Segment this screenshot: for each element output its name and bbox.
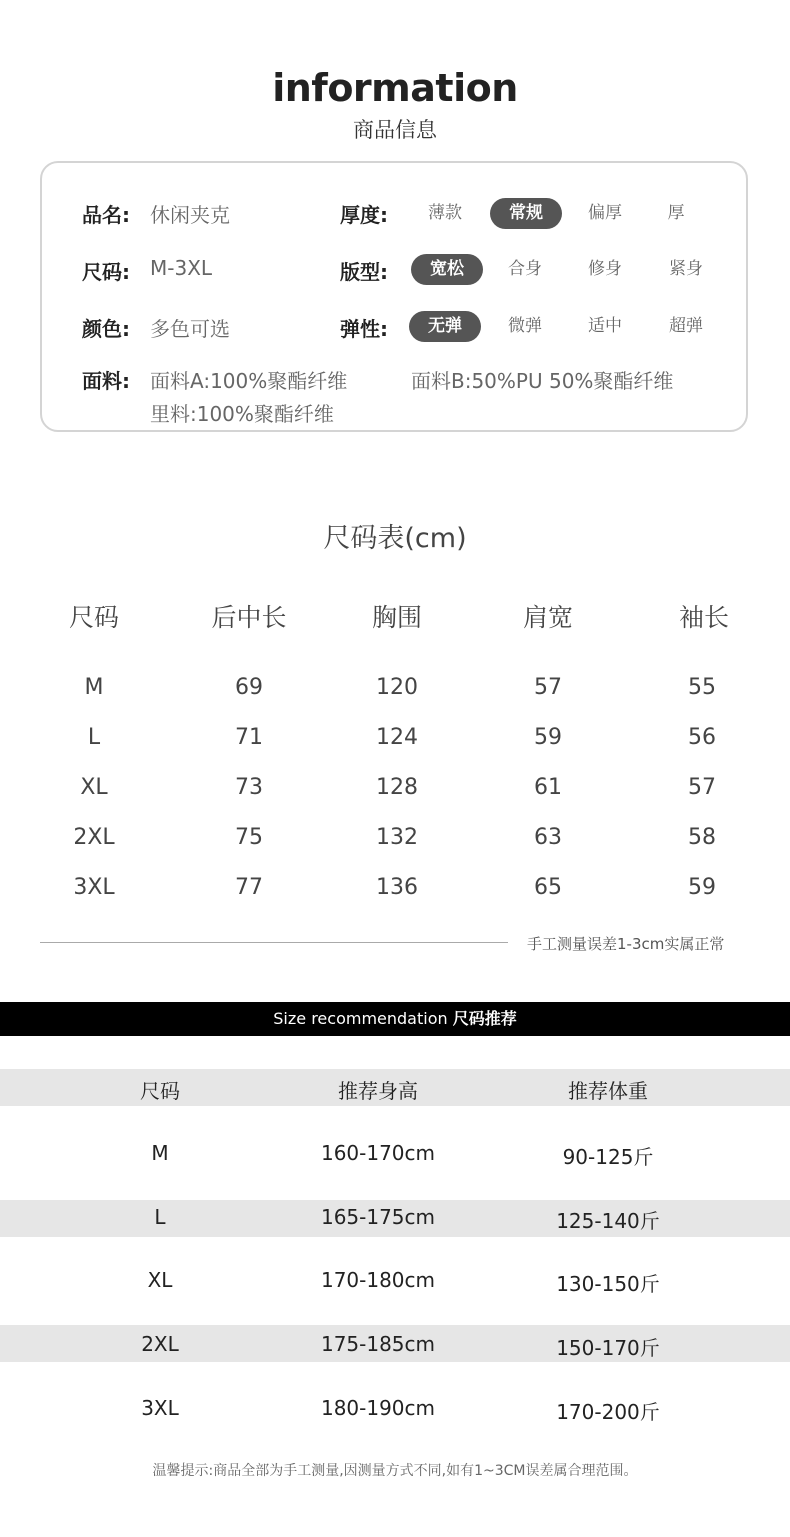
chart-header: 肩宽	[522, 603, 573, 632]
rec-cell: XL	[147, 1268, 173, 1292]
size-chart-title: 尺码表(cm)	[323, 523, 467, 554]
chart-cell: 59	[688, 875, 716, 900]
fit-option-selected: 宽松	[411, 254, 483, 285]
title-cn: 商品信息	[353, 118, 437, 142]
chart-cell: 56	[688, 725, 716, 750]
chart-cell: 63	[534, 825, 562, 850]
lining: 里料:100%聚酯纤维	[150, 402, 334, 426]
fit-option: 紧身	[669, 259, 703, 279]
elastic-label: 弹性:	[340, 317, 388, 341]
rec-cell: 165-175cm	[320, 1205, 436, 1229]
chart-header: 袖长	[678, 603, 729, 632]
elastic-option: 适中	[588, 316, 622, 336]
rec-header: 尺码	[140, 1079, 180, 1103]
fabric-a: 面料A:100%聚酯纤维	[150, 369, 348, 393]
fabric-b: 面料B:50%PU 50%聚酯纤维	[411, 369, 674, 393]
chart-cell: 71	[235, 725, 263, 750]
chart-header: 后中长	[211, 603, 287, 632]
name-label: 品名:	[82, 203, 130, 227]
chart-cell: 61	[534, 775, 562, 800]
footer-tip: 温馨提示:商品全部为手工测量,因测量方式不同,如有1~3CM误差属合理范围。	[152, 1463, 638, 1479]
rec-cell: 160-170cm	[320, 1141, 436, 1165]
rec-cell: 130-150斤	[556, 1272, 660, 1296]
rec-cell: 125-140斤	[556, 1209, 660, 1233]
rec-cell: 180-190cm	[320, 1396, 436, 1420]
chart-cell: 2XL	[73, 825, 115, 850]
measurement-note: 手工测量误差1-3cm实属正常	[527, 935, 725, 953]
rec-header: 推荐体重	[568, 1079, 648, 1103]
chart-cell: 3XL	[73, 875, 115, 900]
rec-header: 推荐身高	[338, 1079, 418, 1103]
recommendation-title-en: Size recommendation	[273, 1009, 448, 1028]
thickness-option: 薄款	[428, 203, 462, 223]
elastic-option: 超弹	[669, 316, 703, 336]
rec-cell: 175-185cm	[320, 1332, 436, 1356]
chart-cell: 136	[376, 875, 418, 900]
size-label: 尺码:	[82, 260, 130, 284]
divider	[40, 942, 508, 943]
fit-label: 版型:	[340, 260, 388, 284]
thickness-label: 厚度:	[340, 203, 388, 227]
fit-option: 合身	[508, 259, 542, 279]
chart-cell: 55	[688, 675, 716, 700]
rec-cell: 3XL	[141, 1396, 179, 1420]
thickness-option: 厚	[667, 203, 685, 223]
fabric-label: 面料:	[82, 369, 130, 393]
rec-cell: L	[154, 1205, 166, 1229]
color-label: 颜色:	[82, 317, 130, 341]
color-value: 多色可选	[150, 317, 230, 341]
chart-cell: 77	[235, 875, 263, 900]
chart-cell: XL	[80, 775, 108, 800]
rec-cell: 90-125斤	[562, 1145, 654, 1169]
rec-cell: M	[151, 1141, 169, 1165]
chart-cell: 58	[688, 825, 716, 850]
chart-cell: 120	[376, 675, 418, 700]
chart-cell: 128	[376, 775, 418, 800]
thickness-option: 偏厚	[588, 203, 622, 223]
elastic-option-selected: 无弹	[409, 311, 481, 342]
chart-header: 尺码	[68, 603, 119, 632]
recommendation-bar	[0, 1002, 790, 1036]
fit-option: 修身	[588, 259, 622, 279]
chart-cell: 75	[235, 825, 263, 850]
name-value: 休闲夹克	[150, 203, 230, 227]
rec-cell: 170-180cm	[320, 1268, 436, 1292]
chart-header: 胸围	[371, 603, 422, 632]
elastic-option: 微弹	[508, 316, 542, 336]
chart-cell: 59	[534, 725, 562, 750]
rec-cell: 2XL	[141, 1332, 179, 1356]
recommendation-title-cn: 尺码推荐	[452, 1009, 517, 1028]
chart-cell: 57	[688, 775, 716, 800]
rec-cell: 150-170斤	[556, 1336, 660, 1360]
rec-cell: 170-200斤	[556, 1400, 660, 1424]
chart-cell: 132	[376, 825, 418, 850]
chart-cell: 124	[376, 725, 418, 750]
thickness-option-selected: 常规	[490, 198, 562, 229]
chart-cell: L	[87, 725, 101, 750]
chart-cell: M	[84, 675, 104, 700]
chart-cell: 69	[235, 675, 263, 700]
title-en: information	[272, 66, 518, 110]
chart-cell: 73	[235, 775, 263, 800]
chart-cell: 65	[534, 875, 562, 900]
size-value: M-3XL	[150, 256, 213, 280]
chart-cell: 57	[534, 675, 562, 700]
